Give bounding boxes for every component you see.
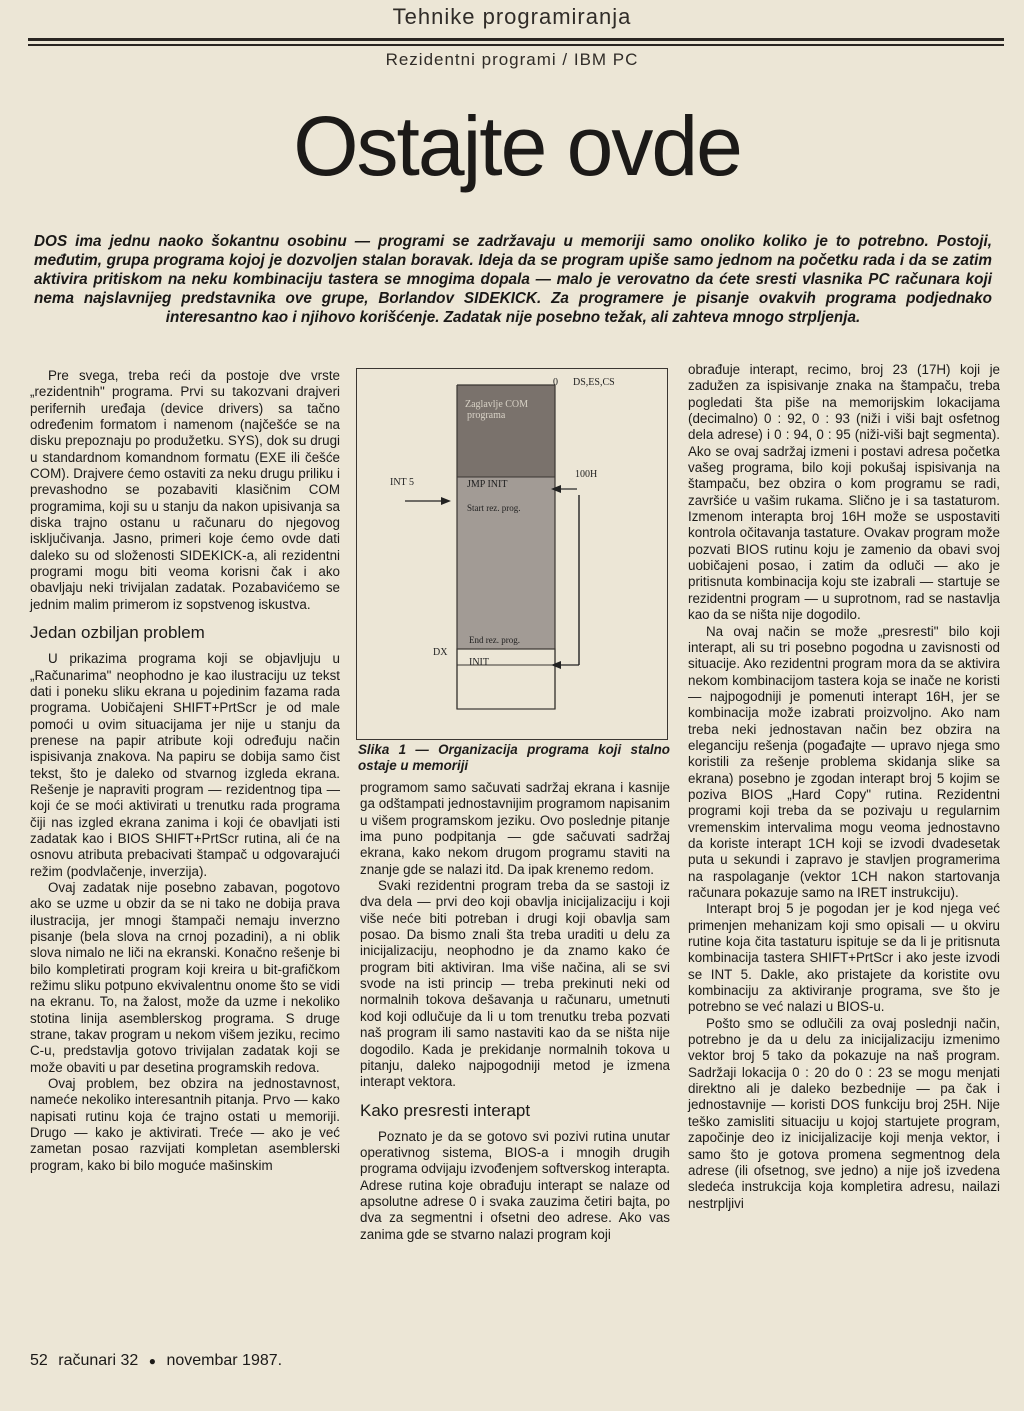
- arrow-init-head: [551, 661, 561, 669]
- label-end: End rez. prog.: [469, 635, 520, 645]
- label-int5: INT 5: [390, 477, 414, 488]
- page-footer: [30, 1352, 288, 1370]
- text-column-2: [360, 780, 670, 1243]
- magazine-issue: računari 32: [58, 1352, 139, 1369]
- label-com-header-text: Zaglavlje COM: [465, 399, 529, 410]
- arrow-int5-head: [441, 497, 451, 505]
- paragraph: Ovaj problem, bez obzira na jednostavnost, nameće nekoliko interesantnih pitanja. Prvo — kako napisati rutinu koja će trajno ostati u memoriji. Drugo — kako je aktivirati. Treće — ako je već zametan posao razvijati kompletan asemblerski program, kako bi bilo moguće mašinskim: [30, 1076, 340, 1173]
- text-column-1: [30, 368, 340, 1174]
- label-start: Start rez. prog.: [467, 503, 521, 513]
- bullet-separator: ●: [148, 1354, 156, 1368]
- section-title: Tehnike programiranja: [392, 4, 632, 29]
- subheading: Jedan ozbiljan problem: [30, 623, 205, 643]
- paragraph: Na ovaj način se može „presresti" bilo koji interapt, ali su tri posebno pogodna u zavisnosti od situacije. Ako rezidentni program mora da se aktivira nekom kombinacijom tastera koja se inače ne koristi — najpogodniji je pomenuti interapt 16H, jer se kombinacija može izabrati proizvoljno. Ako nam treba neki jednostavan način bez obzira na eleganciju rešenja (pogađajte — upravo njega smo koristili za rešenje problema skidanja slike sa ekrana) posebno je zgodan interapt broj 5 kojim se poziva BIOS „Hard Copy" rutina. Rezidentni programi koji treba da se pozivaju u regularnim vremenskim intervalima mogu veoma jednostavno da koriste interapt 1CH koji se izvodi dvadesetak puta u sekundi i zapravo je stavljen programerima na raspolaganje (vektor 1CH nakon startovanja računara pokazuje samo na IRET instrukciju).: [688, 623, 1000, 900]
- text-column-3: [688, 362, 1000, 1212]
- label-jmp-init: JMP INIT: [467, 479, 508, 490]
- issue-date: novembar 1987.: [166, 1352, 283, 1369]
- label-100h: 100H: [575, 469, 598, 480]
- figure-caption: Slika 1 — Organizacija programa koji stalno ostaje u memoriji: [358, 742, 670, 773]
- paragraph: Ovaj zadatak nije posebno zabavan, pogotovo ako se uzme u obzir da se ni tako ne dobija prava ilustracija, jer mnogi štampači nemaju inverzno pisanje (bela slova na crnoj pozadini), a ni oblik slova nimalo ne liči na ekranski. Konačno rešenje bi bilo kompletirati program koji kreira u bit-grafičkom režimu sliku potpuno ekvivalentnu onome što se vidi na ekranu. To, na žalost, može da uzme i nekoliko stotina linija asemblerskog programa. S druge strane, takav program u nekom višem jeziku, recimo C-u, predstavlja gotovo trivijalan zadatak koji se može obaviti u par desetina programskih redova.: [30, 879, 340, 1075]
- article-title: Ostajte ovde: [293, 99, 741, 193]
- label-init: INIT: [469, 657, 489, 668]
- paragraph: Interapt broj 5 je pogodan jer je kod njega već primenjen mehanizam koji smo opisali — u okviru rutine koja čita tastaturu ispituje se da li je pritisnuta kombinacija tastera SHIFT+PrtScr i ako jeste izvodi se INT 5. Dakle, ako pristajete da koristite ovu kombinaciju za aktiviranje programa, sve što je potrebno se već nalazi u BIOS-u.: [688, 901, 1000, 1015]
- paragraph: programom samo sačuvati sadržaj ekrana i kasnije ga odštampati jednostavnijim programom napisanim u višem programskom jeziku. Ovo poslednje pitanje ima puno podpitanja — gde sačuvati sadržaj ekrana, kako nekom drugom programu staviti na znanje gde se nalazi itd. Da ipak krenemo redom.: [360, 780, 670, 877]
- header-rule-bottom: [28, 44, 1004, 46]
- paragraph: Pošto smo se odlučili za ovaj poslednji način, potrebno je da u delu za inicijalizaciju izmenimo vektor broj 5 tako da pokazuje na naš program. Sadržaji lokacija 0 : 20 do 0 : 23 se mogu menjati direktno ali je daleko bezbednije — pa čak i jednostavnije — koristi DOS funkciju broj 25H. Nije teško zamisliti situaciju u kojoj startujete program, započinje deo iz inicijalizacije koji menja vektor, i samo što je gotova promena segmentnog dela adrese (ili ofsetnog, sve jedno) a nije još izvedena sledeća instrukcija koja kompletira adresu, nailazi nestrpljivi: [688, 1015, 1000, 1211]
- label-dx: DX: [433, 647, 448, 658]
- paragraph: Poznato je da se gotovo svi pozivi rutina unutar operativnog sistema, BIOS-a i mnogih drugih programa odvijaju izvođenjem softverskog interapta. Adrese rutina koje obrađuju interapt se nalaze od apsolutne adrese 0 i svaka zauzima četiri bajta, po dva za segmentni i ofsetni deo adrese. Ako vas zanima gde se stvarno nalazi program koji: [360, 1128, 670, 1242]
- label-ds-es-cs: DS,ES,CS: [573, 377, 615, 388]
- page-number: 52: [30, 1352, 48, 1369]
- article-lead: DOS ima jednu naoko šokantnu osobinu — programi se zadržavaju u memoriji samo onoliko koliko je to potrebno. Postoji, međutim, grupa programa kojoj je dozvoljen stalan boravak. Ideja da se program upiše samo jednom na početku rada i da se zatim aktivira pritiskom na neku kombinaciju tastera se mnogima dopala — malo je verovatno da ćete sresti vlasnika PC računara koji nema najslavnijeg predstavnika ove grupe, Borlandov SIDEKICK. Za programere je pisanje ovakvih programa podjednako interesantno kao i njihovo korišćenje. Zadatak nije posebno težak, ali zahteva mnogo strpljenja.: [34, 233, 992, 326]
- label-zero: 0: [553, 377, 558, 388]
- paragraph: obrađuje interapt, recimo, broj 23 (17H) koji je zadužen za ispisivanje znaka na štampaču, treba pogledati šta piše na memorijskim lokacijama (decimalno) 0 : 92, 0 : 93 (niži i viši bajt osfetnog dela adrese) i 0 : 94, 0 : 95 (niži-viši bajt segmenta). Ako se ovaj sadržaj izmeni i postavi adresa početka vašeg programa, bilo koji pokušaj ispisivanja na štampaču, bez obzira o kom programu se radi, završiće u vašim rukama. Slično je i sa tastaturom. Izmenom interapta broj 16H može se uspostaviti kontrola očitavanja tastature. Ovakav program može pozvati BIOS rutinu koju je zamenio da obavi svoj uobičajeni posao, i zatim da odluči — ako je pritisnuta kombinacija koju ste izabrali — startuje se rezidentni program — u suprotnom, rad se nastavlja kao da se ništa nije dogodilo.: [688, 362, 1000, 623]
- label-com-header-line2: programa: [467, 410, 506, 421]
- subheading: Kako presresti interapt: [360, 1100, 531, 1120]
- paragraph: Svaki rezidentni program treba da se sastoji iz dva dela — prvi deo koji obavlja inicijalizaciju i koji više neće biti potreban i drugi koji obavlja sam posao. Da bismo znali šta treba uraditi u delu za inicijalizaciju, neophodno je da znamo kako će program biti aktiviran. Ima više načina, ali se svi svode na isti princip — treba prekinuti neki od normalnih tokova dešavanja u računaru, umetnuti kod koji odlučuje da li u tom trenutku treba pozvati naš program ili samo nastaviti kao da se ništa nije dogodilo. Kada je prekidanje normalnih tokova u pitanju, daleko najpogodniji metod je izmena interapt vektora.: [360, 878, 670, 1090]
- subsection-title: Rezidentni programi / IBM PC: [385, 50, 639, 69]
- paragraph: U prikazima programa koji se objavljuju u „Računarima" neophodno je kao ilustraciju uz tekst dati i poneku sliku ekrana u pojedinim fazama rada programa. Uobičajeni SHIFT+PrtScr je od male pomoći u ovim situacijama jer nije u stanju da prenese na papir atribute koji određuju način ispisivanja znakova. Na papiru se dobija samo čist tekst, što je daleko od stvarnog izgleda ekrana. Rešenje je napraviti program — rezidentnog tipa — koji će se moći aktivirati u trenutku rada programa čiji nas izgled ekrana zanima i koji će obavljati isti zadatak kao i BIOS SHIFT+PrtScr rutina, ali će na osnovu atributa prebacivati štampač u odgovarajući režim (podvlačenje, inverzija).: [30, 651, 340, 879]
- header-rule-top: [28, 38, 1004, 41]
- paragraph: Pre svega, treba reći da postoje dve vrste „rezidentnih" programa. Prvi su takozvani drajveri perifernih uređaja (device drivers) sa tačno određenim formatom i namenom (najčešće se na disku prepoznaju po produžetku. SYS), dok su drugi u standardnom komandnom formatu (EXE ili češće COM). Drajvere ćemo ostaviti za neku drugu priliku i prevashodno se pozabaviti klasičnim COM programima, koji su u stanju da nakon upisivanja sa diska trajno ostanu u računaru do njegovog isključivanja. Jasno, primeri koje ćemo ovde dati daleko su od složenosti SIDEKICK-a, ali rezidentni programi mogu biti veoma korisni čak i ako obavljaju neki trivijalan zadatak. Pozabavićemo se jednim malim primerom iz sopstvenog iskustva.: [30, 368, 340, 612]
- figure-frame: [356, 368, 668, 740]
- memory-diagram: [357, 369, 667, 739]
